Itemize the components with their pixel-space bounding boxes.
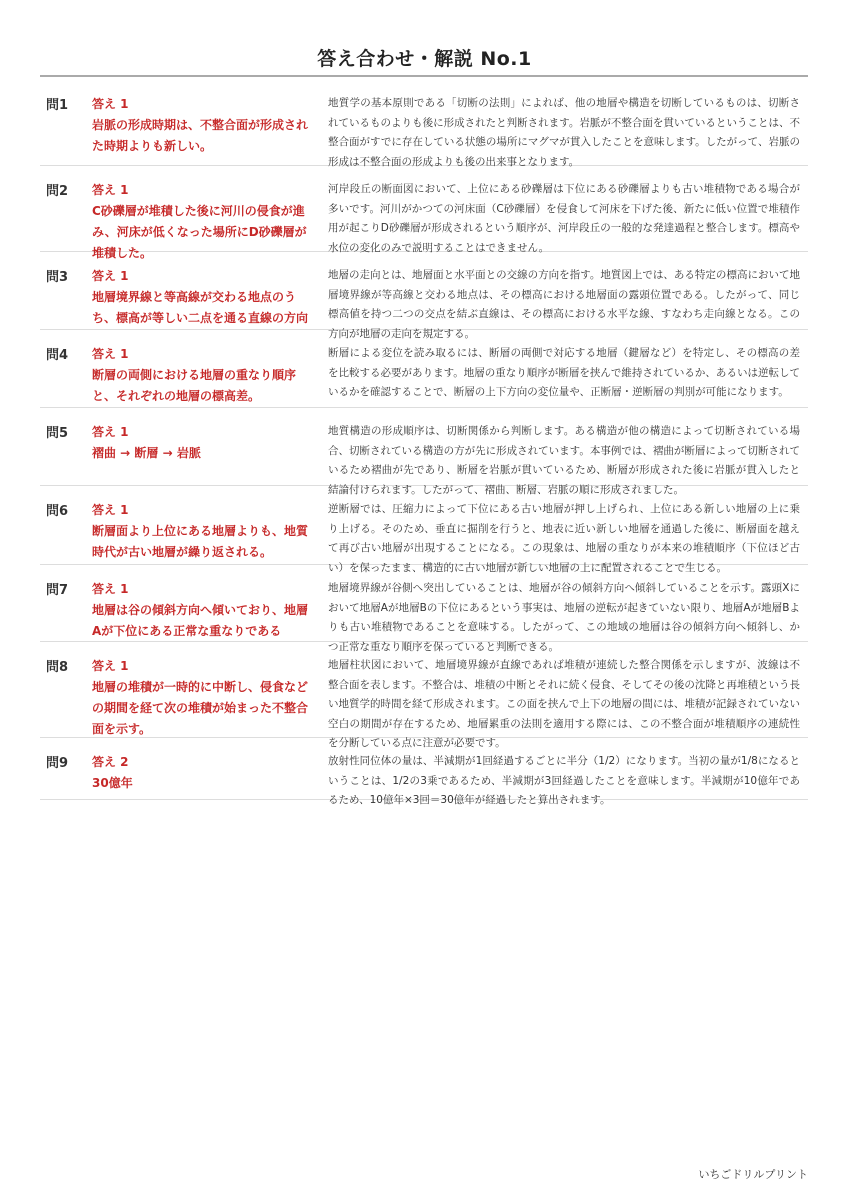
answer-block — [92, 579, 316, 642]
explanation-text: 河岸段丘の断面図において、上位にある砂礫層は下位にある砂礫層よりも古い堆積物である場合が多いです。河川がかつての河床面（C砂礫層）を侵食して河床を下げた後、新たに低い位置で堆積作用が起こりD砂礫層が形成されるという順序が、河岸段丘の一般的な発達過程と整合します。標高や水位の変化のみで説明することはできません。 — [328, 183, 800, 254]
answer-label: 答え 1 — [92, 503, 129, 517]
answer-block — [92, 752, 316, 794]
explanation-text: 地層境界線が谷側へ突出していることは、地層が谷の傾斜方向へ傾斜していることを示す。露頭Xにおいて地層Aが地層Bの下位にあるという事実は、地層の逆転が起きていない限り、地層Aが地層Bよりも古い堆積物であることを意味する。したがって、この地域の地層は谷の傾斜方向へ傾斜し、かつ正常な重なり順序を保っていると判断できる。 — [328, 582, 800, 653]
explanation-text: 地層の走向とは、地層面と水平面との交線の方向を指す。地質図上では、ある特定の標高において地層境界線が等高線と交わる地点は、その標高における地層面の露頭位置である。したがって、同じ標高値を持つ二つの交点を結ぶ直線は、その標高における水平な線、すなわち走向線となる。この方向が地層の走向を規定する。 — [328, 269, 800, 340]
answer-text: 地層境界線と等高線が交わる地点のうち、標高が等しい二点を通る直線の方向 — [92, 290, 309, 325]
explanation-text: 逆断層では、圧縮力によって下位にある古い地層が押し上げられ、上位にある新しい地層の上に乗り上げる。そのため、垂直に掘削を行うと、地表に近い新しい地層を通過した後に、断層面を越えて再び古い地層が出現することになる。この現象は、地層の重なりが本来の堆積順序（下位ほど古い）を保ったまま、構造的に古い地層が新しい地層の上に配置されることで生じる。 — [328, 503, 800, 574]
answer-row-6 — [40, 486, 808, 574]
answer-text: C砂礫層が堆積した後に河川の侵食が進み、河床が低くなった場所にD砂礫層が堆積した。 — [92, 204, 307, 260]
answer-label: 答え 1 — [92, 582, 129, 596]
answer-text: 地層は谷の傾斜方向へ傾いており、地層Aが下位にある正常な重なりである — [92, 603, 309, 638]
answer-row-4 — [40, 330, 808, 408]
explanation-text: 断層による変位を読み取るには、断層の両側で対応する地層（鍵層など）を特定し、その標高の差を比較する必要があります。地層の重なり順序が断層を挟んで維持されているか、あるいは逆転しているかを確認することで、断層の上下方向の変位量や、正断層・逆断層の判別が可能になります。 — [328, 347, 800, 399]
question-number: 問7 — [46, 583, 69, 598]
answer-row-1 — [40, 80, 808, 166]
question-number: 問8 — [46, 660, 69, 675]
answer-label: 答え 1 — [92, 183, 129, 197]
answer-row-3 — [40, 252, 808, 340]
explanation-text: 地層柱状図において、地層境界線が直線であれば堆積が連続した整合関係を示しますが、波線は不整合面を表します。不整合は、堆積の中断とそれに続く侵食、そしてその後の沈降と再堆積という長い地質学的時間を経て形成されます。この面を挟んで上下の地層の間には、堆積が記録されていない空白の期間が存在するため、地層累重の法則を適用する際には、この不整合面が堆積順序の連続性を分断している点に注意が必要です。 — [328, 659, 800, 750]
answer-text: 岩脈の形成時期は、不整合面が形成された時期よりも新しい。 — [92, 118, 309, 153]
answer-row-9 — [40, 738, 808, 807]
page-title: 答え合わせ・解説 No.1 — [317, 48, 532, 70]
answer-label: 答え 2 — [92, 755, 129, 769]
answer-label: 答え 1 — [92, 269, 129, 283]
answer-row-5 — [40, 408, 808, 496]
explanation-text: 放射性同位体の量は、半減期が1回経過するごとに半分（1/2）になります。当初の量が1/8になるということは、1/2の3乗であるため、半減期が3回経過したことを意味します。半減期が10億年であるため、10億年×3回＝30億年が経過したと算出されます。 — [328, 755, 800, 807]
answer-block — [92, 266, 316, 329]
answer-row-2 — [40, 166, 808, 260]
question-number: 問9 — [46, 756, 69, 771]
explanation-text: 地質学の基本原則である「切断の法則」によれば、他の地層や構造を切断しているものは、切断されているものよりも後に形成されたと判断されます。岩脈が不整合面を貫いているということは、不整合面がすでに存在している状態の場所にマグマが貫入したことを意味します。したがって、岩脈の形成は不整合面の形成よりも後の出来事となります。 — [328, 97, 800, 168]
answer-label: 答え 1 — [92, 659, 129, 673]
answer-text: 断層面より上位にある地層よりも、地質時代が古い地層が繰り返される。 — [92, 524, 309, 559]
answer-label: 答え 1 — [92, 425, 129, 439]
question-number: 問3 — [46, 270, 69, 285]
question-number: 問2 — [46, 184, 69, 199]
answer-block — [92, 422, 316, 464]
answer-text: 褶曲 → 断層 → 岩脈 — [92, 446, 201, 460]
explanation-text: 地質構造の形成順序は、切断関係から判断します。ある構造が他の構造によって切断されている場合、切断されている構造の方が先に形成されています。本事例では、褶曲が断層によって切断されているため褶曲が先であり、断層を岩脈が貫いているため、断層が形成された後に岩脈が貫入したと結論付けられます。したがって、褶曲、断層、岩脈の順に形成されました。 — [328, 425, 800, 496]
answer-text: 30億年 — [92, 776, 133, 790]
answer-label: 答え 1 — [92, 347, 129, 361]
answer-text: 断層の両側における地層の重なり順序と、それぞれの地層の標高差。 — [92, 368, 297, 403]
answer-block — [92, 500, 316, 563]
question-number: 問6 — [46, 504, 69, 519]
answer-block — [92, 656, 316, 740]
answer-label: 答え 1 — [92, 97, 129, 111]
footer-brand: いちごドリルプリント — [698, 1168, 808, 1181]
title-divider — [40, 75, 808, 77]
question-number: 問4 — [46, 348, 69, 363]
answer-row-7 — [40, 565, 808, 653]
answer-block — [92, 344, 316, 407]
question-number: 問5 — [46, 426, 69, 441]
question-number: 問1 — [46, 98, 69, 113]
answer-row-8 — [40, 642, 808, 750]
answer-list — [40, 80, 808, 807]
answer-block — [92, 94, 316, 157]
answer-text: 地層の堆積が一時的に中断し、侵食などの期間を経て次の堆積が始まった不整合面を示す。 — [92, 680, 309, 736]
